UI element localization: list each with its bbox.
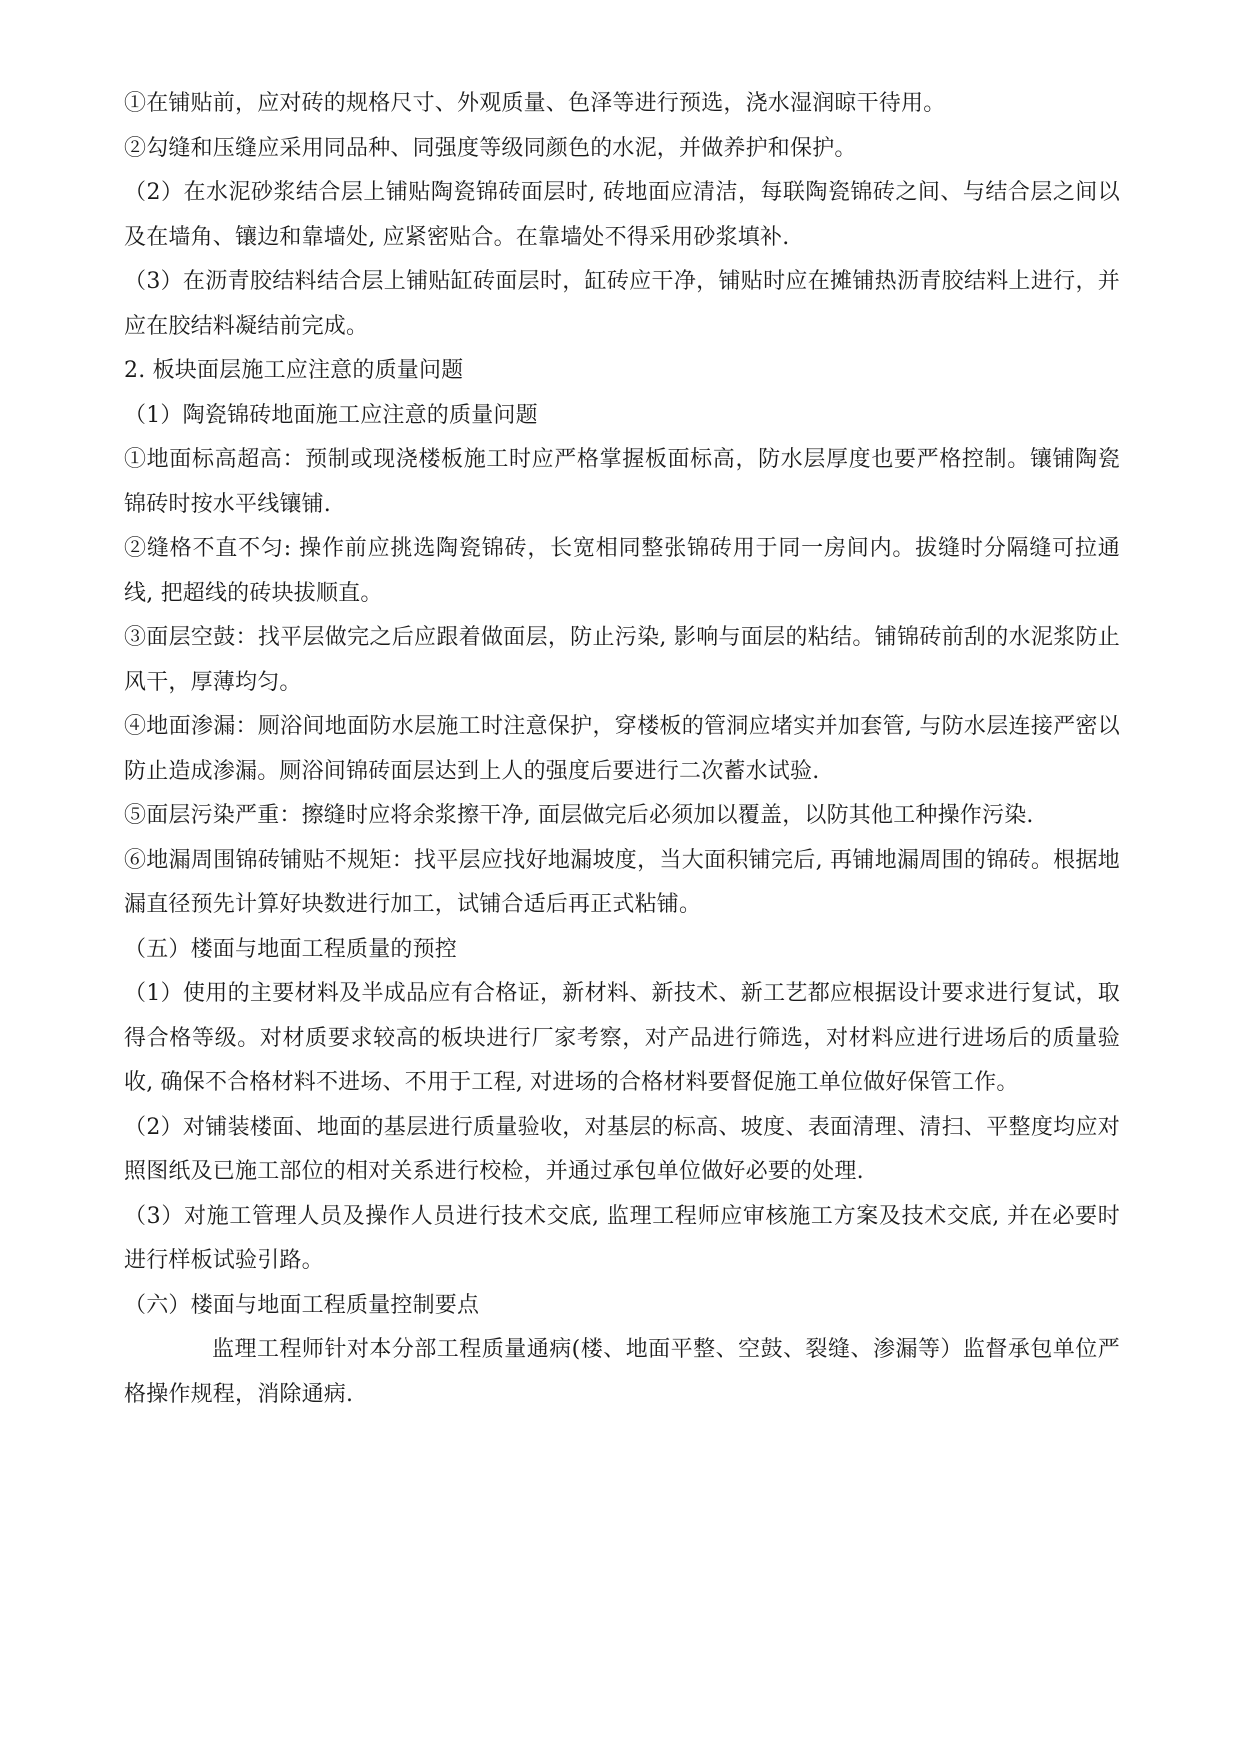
- paragraph-issue-hollow: ③面层空鼓：找平层做完之后应跟着做面层，防止污染, 影响与面层的粘结。铺锦砖前刮的水泥浆防止风干，厚薄均匀。: [124, 625, 1120, 695]
- paragraph-mosaic-mortar-bed: （2）在水泥砂浆结合层上铺贴陶瓷锦砖面层时, 砖地面应清洁，每联陶瓷锦砖之间、与结合层之间以及在墙角、镶边和靠墙处, 应紧密贴合。在靠墙处不得采用砂浆填补.: [124, 180, 1120, 250]
- paragraph-materials: （1）使用的主要材料及半成品应有合格证，新材料、新技术、新工艺都应根据设计要求进行复试，取得合格等级。对材质要求较高的板块进行厂家考察，对产品进行筛选，对材料应进行进场后的质量验收, 确保不合格材料不进场、不用于工程, 对进场的合格材料要督促施工单位做好保管工作。: [124, 981, 1120, 1095]
- paragraph-asphalt-bed: （3）在沥青胶结料结合层上铺贴缸砖面层时，缸砖应干净，铺贴时应在摊铺热沥青胶结料上进行，并应在胶结料凝结前完成。: [124, 269, 1120, 339]
- document-page: [124, 82, 1120, 1417]
- paragraph-issue-leakage: ④地面渗漏：厕浴间地面防水层施工时注意保护，穿楼板的管洞应堵实并加套管, 与防水层连接严密以防止造成渗漏。厕浴间锦砖面层达到上人的强度后要进行二次蓄水试验.: [124, 714, 1120, 784]
- paragraph-technical-briefing: （3）对施工管理人员及操作人员进行技术交底, 监理工程师应审核施工方案及技术交底, 并在必要时进行样板试验引路。: [124, 1203, 1120, 1273]
- section-heading-quality-issues: 2. 板块面层施工应注意的质量问题: [124, 358, 464, 383]
- section-heading-control-points: （六）楼面与地面工程质量控制要点: [124, 1292, 480, 1318]
- paragraph-supervision: 监理工程师针对本分部工程质量通病(楼、地面平整、空鼓、裂缝、渗漏等）监督承包单位严格操作规程，消除通病.: [124, 1337, 1120, 1407]
- subsection-heading-mosaic-issues: （1）陶瓷锦砖地面施工应注意的质量问题: [124, 402, 538, 428]
- paragraph-issue-elevation: ①地面标高超高：预制或现浇楼板施工时应严格掌握板面标高，防水层厚度也要严格控制。镶铺陶瓷锦砖时按水平线镶铺.: [124, 447, 1120, 517]
- paragraph-issue-contamination: ⑤面层污染严重：擦缝时应将余浆擦干净, 面层做完后必须加以覆盖，以防其他工种操作污染.: [124, 803, 1034, 828]
- paragraph-base-inspection: （2）对铺装楼面、地面的基层进行质量验收，对基层的标高、坡度、表面清理、清扫、平整度均应对照图纸及已施工部位的相对关系进行校检，并通过承包单位做好必要的处理.: [124, 1114, 1120, 1184]
- paragraph-issue-joints: ②缝格不直不匀: 操作前应挑选陶瓷锦砖，长宽相同整张锦砖用于同一房间内。拔缝时分隔缝可拉通线, 把超线的砖块拔顺直。: [124, 536, 1120, 606]
- paragraph-jointing-cement: ②勾缝和压缝应采用同品种、同强度等级同颜色的水泥，并做养护和保护。: [124, 135, 857, 161]
- section-heading-pre-control: （五）楼面与地面工程质量的预控: [124, 936, 458, 962]
- paragraph-tile-preselect: ①在铺贴前，应对砖的规格尺寸、外观质量、色泽等进行预选，浇水湿润晾干待用。: [124, 91, 946, 116]
- paragraph-issue-floor-drain: ⑥地漏周围锦砖铺贴不规矩：找平层应找好地漏坡度，当大面积铺完后, 再铺地漏周围的锦砖。根据地漏直径预先计算好块数进行加工，试铺合适后再正式粘铺。: [124, 847, 1120, 917]
